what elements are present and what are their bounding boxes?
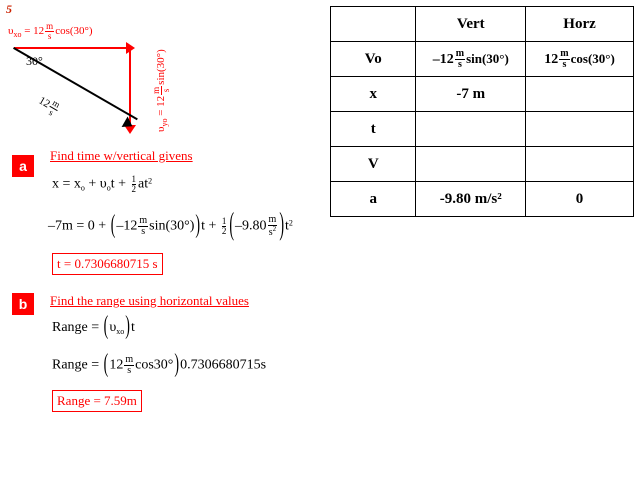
table-row (331, 182, 634, 217)
b-eq1-sub: xo (116, 327, 125, 336)
hyp-value: 12 (36, 94, 53, 111)
cell-a-vert: -9.80 m/s² (416, 182, 526, 217)
cell-v-horz (526, 147, 634, 182)
part-b-badge: b (12, 293, 34, 315)
vxo-subscript: xo (13, 30, 22, 40)
eq1-t: t + (110, 176, 130, 192)
row-label-a: a (331, 182, 416, 217)
vxo-label (8, 22, 93, 41)
eq1-tail: at (138, 176, 149, 192)
b-eq1-tail: t (130, 320, 135, 335)
part-a-title: Find time w/vertical givens (50, 148, 193, 163)
eq2-paren-close-2: ) (279, 208, 284, 243)
vo-horz-trig: cos(30°) (570, 50, 615, 66)
cell-v-vert (416, 147, 526, 182)
table-header-row (331, 7, 634, 42)
hypotenuse-magnitude-label (35, 92, 64, 119)
cell-x-vert: -7 m (416, 77, 526, 112)
eq2-tail-exp: 2 (288, 218, 293, 228)
vyo-trig: sin(30°) (155, 49, 168, 85)
hyp-unit-fraction: m s (47, 97, 62, 118)
b-eq2-lhs: Range = (52, 357, 103, 373)
slide-number: 5 (6, 2, 12, 16)
eq2-tail: t (285, 218, 289, 234)
part-b-equation-2 (52, 350, 267, 380)
cell-vo-vert (416, 42, 526, 77)
vxo-symbol: υ (8, 25, 14, 38)
b-eq2-val: 12 (109, 357, 124, 373)
vo-horz-unit: $\frac{m}{s}$ (560, 47, 569, 70)
eq1-sub1: o (80, 183, 85, 193)
row-label-x: x (331, 77, 416, 112)
eq2-lhs: –7m = 0 + (48, 218, 110, 234)
table-row (331, 112, 634, 147)
cell-vo-horz (526, 42, 634, 77)
eq1-mid: + υ (84, 176, 107, 192)
table-row (331, 42, 634, 77)
eq2-p1: –12 (116, 218, 138, 234)
eq2-p1-trig: sin(30°) (149, 218, 195, 234)
eq2-p2: –9.80 (235, 218, 267, 234)
eq2-paren-open-2: ( (229, 208, 235, 243)
vyo-unit-fraction: m s (151, 86, 171, 94)
vo-vert-trig: sin(30°) (466, 50, 509, 66)
b-eq2-paren-open: ( (103, 350, 109, 380)
table-header-blank (331, 7, 416, 42)
eq2-p1-unit: $\frac{m}{s}$ (139, 215, 148, 237)
cell-t-horz (526, 112, 634, 147)
table-row (331, 147, 634, 182)
vyo-equals: = 12 (155, 95, 168, 116)
eq2-mid: t + (201, 218, 220, 234)
part-a-result: t = 0.7306680715 s (52, 253, 163, 275)
part-b-result: Range = 7.59m (52, 390, 142, 412)
vo-vert-unit: $\frac{m}{s}$ (455, 47, 465, 70)
eq2-p2-unit: $\frac{m}{s^2}$ (268, 214, 277, 238)
cell-x-horz (526, 77, 634, 112)
vxo-equals: = 12 (24, 25, 45, 38)
part-a-equation-2 (48, 208, 293, 243)
table-row (331, 77, 634, 112)
b-eq2-unit: $\frac{m}{s}$ (125, 354, 134, 376)
angle-label: 30° (26, 54, 43, 68)
vxo-unit-fraction: $\frac{m}{s}$ (46, 21, 54, 41)
eq1-exp: 2 (148, 176, 153, 186)
part-a-badge: a (12, 155, 34, 177)
cell-t-vert (416, 112, 526, 147)
table-header-horz: Horz (526, 7, 634, 42)
eq1-sub2: o (106, 183, 111, 193)
eq2-one-half: $\frac{1}{2}$ (221, 216, 227, 236)
b-eq1-paren-open: ( (103, 312, 109, 342)
b-eq1-symbol: υ (109, 320, 117, 335)
kinematics-table (330, 6, 634, 217)
part-a-equation-1 (52, 175, 152, 194)
b-eq2-trig: cos30° (135, 357, 174, 373)
eq1-one-half: $\frac{1}{2}$ (131, 174, 137, 194)
vxo-trig: cos(30°) (55, 25, 93, 38)
vyo-symbol: υ (155, 126, 168, 132)
vyo-label (152, 49, 171, 132)
table-header-vert: Vert (416, 7, 526, 42)
eq1-lhs: x = x (52, 176, 81, 192)
part-b-equation-1 (52, 312, 135, 342)
row-label-v: V (331, 147, 416, 182)
b-eq2-tail: 0.7306680715s (180, 357, 267, 373)
cell-a-horz: 0 (526, 182, 634, 217)
b-eq1-paren-close: ) (125, 312, 130, 342)
b-eq2-paren-close: ) (174, 350, 180, 380)
row-label-t: t (331, 112, 416, 147)
part-b-title: Find the range using horizontal values (50, 293, 249, 308)
b-eq1-lhs: Range = (52, 320, 103, 335)
vo-vert-prefix: –12 (432, 51, 454, 67)
eq2-paren-open-1: ( (110, 211, 116, 241)
vector-diagram (0, 14, 330, 164)
horizontal-vector-line (14, 47, 130, 49)
eq2-paren-close-1: ) (195, 211, 201, 241)
row-label-vo: Vo (331, 42, 416, 77)
vo-horz-prefix: 12 (544, 51, 559, 67)
vyo-subscript: yo (160, 118, 170, 127)
